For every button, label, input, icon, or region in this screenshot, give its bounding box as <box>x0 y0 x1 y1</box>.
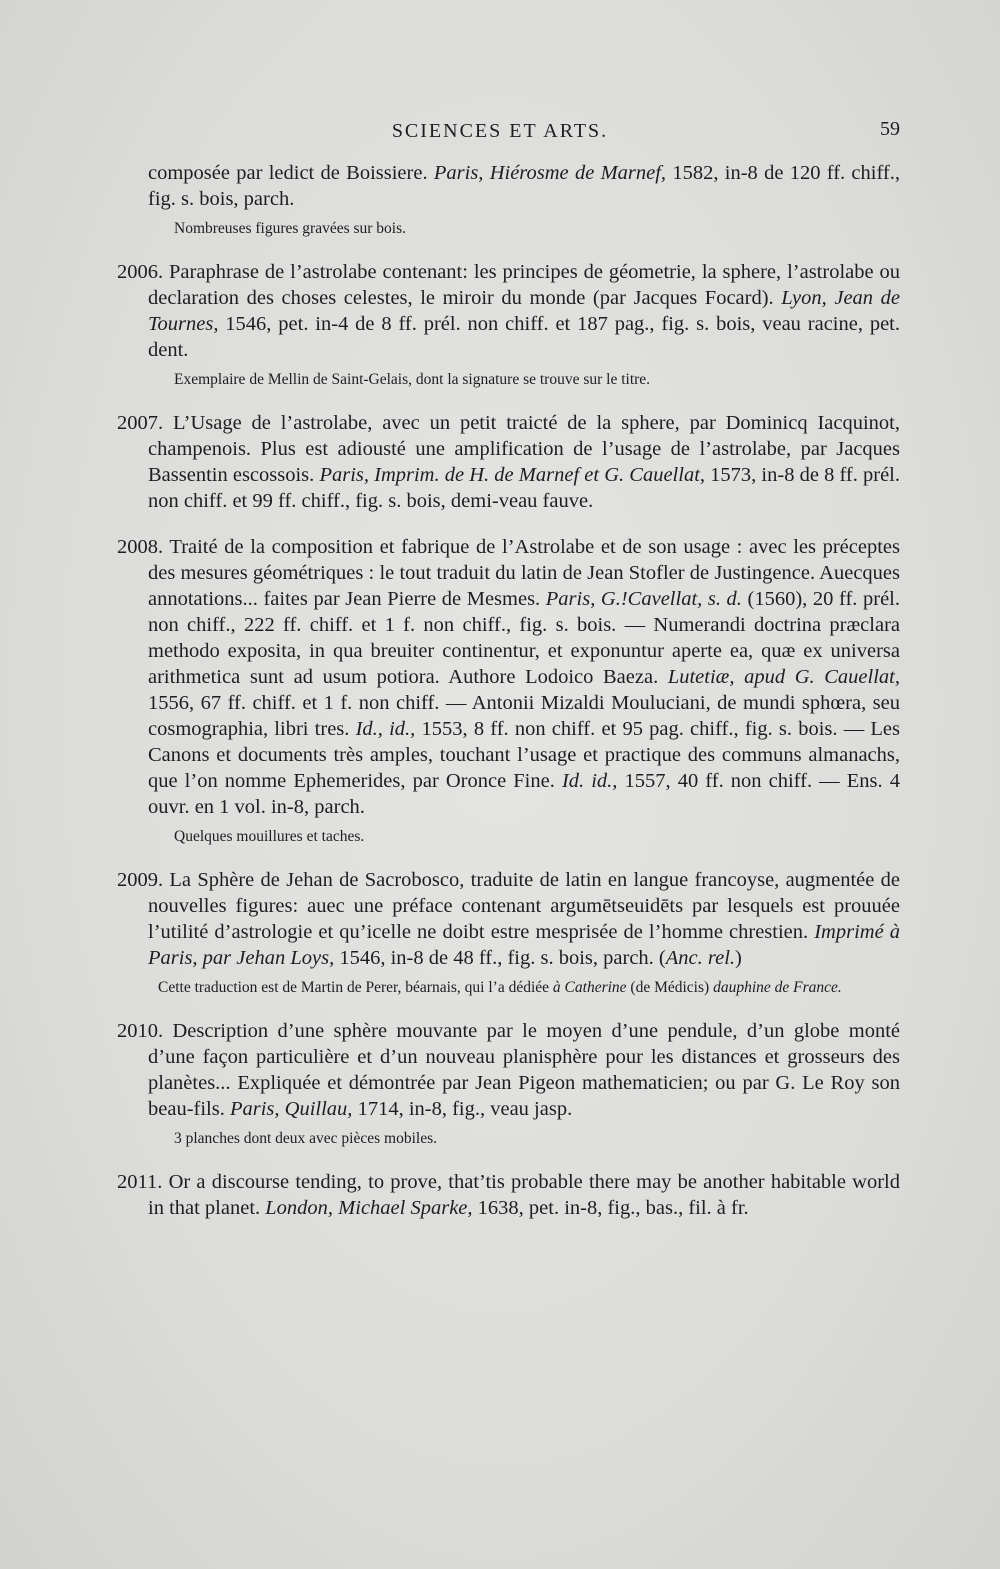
catalogue-body <box>117 160 901 1221</box>
imprint: Paris, G.!Cavellat, s. d. <box>545 588 742 610</box>
imprint: Paris, Quillau, <box>229 1098 353 1120</box>
page-number: 59 <box>880 118 900 140</box>
running-head <box>0 118 1000 148</box>
catalogue-entry-2006: 2006. Paraphrase de l’astrolabe contenant: les principes de géometrie, la sphere, l’astrolabe ou declaration des choses celestes, le miroir du monde (par Jacques Focard). Lyon, Jean de Tournes, 1546, pet. in-4 de 8 ff. prél. non chiff. et 187 pag., fig. s. bois, veau racine, pet. dent. <box>117 261 900 361</box>
entry-note: Nombreuses figures gravées sur bois. <box>174 220 407 237</box>
catalogue-entry-2008: 2008. Traité de la composition et fabrique de l’Astrolabe et de son usage : avec les préceptes des mesures géométriques : le tout traduit du latin de Jean Stofler de Justingence. Auecques annotations... faites par Jean Pierre de Mesmes. Paris, G.!Cavellat, s. d. (1560), 20 ff. prél. non chiff., 222 ff. chiff. et 1 f. non chiff., fig. s. bois. — Numerandi doctrina præclara methodo exposita, in qua breuiter continentur, et exponuntur aperte ea, quæ ex universa arithmetica sunt ad usum potiora. Authore Lodoico Baeza. Lutetiæ, apud G. Cauellat, 1556, 67 ff. chiff. et 1 f. non chiff. — Antonii Mizaldi Moulucianі, de mundi sphœra, seu cosmographia, libri tres. Id., id., 1553, 8 ff. non chiff. et 95 pag. chiff., fig. s. bois. — Les Canons et documents très amples, touchant l’usage et practique des communs almanachs, que l’on nomme Ephemerides, par Oronce Fine. Id. id., 1557, 40 ff. non chiff. — Ens. 4 ouvr. en 1 vol. in-8, parch. <box>117 536 900 818</box>
entry-note: 3 planches dont deux avec pièces mobiles. <box>174 1130 437 1147</box>
entry-number: 2009. <box>117 869 164 891</box>
binding-note: Anc. rel. <box>665 947 736 969</box>
catalogue-entry-2010: 2010. Description d’une sphère mouvante par le moyen d’une pendule, d’un globe monté d’une façon particulière et d’un nouveau planisphère pour les distances et grosseurs des planètes... Expliquée et démontrée par Jean Pigeon mathematicien; ou par G. Le Roy son beau-fils. Paris, Quillau, 1714, in-8, fig., veau jasp. <box>117 1020 900 1120</box>
catalogue-entry-2009: 2009. La Sphère de Jehan de Sacrobosco, traduite de latin en langue francoyse, augmentée de nouvelles figures: auec une préface contenant argumētseuidēts par lesquels est prouuée l’utilité d’astrologie et qu’icelle ne doibt estre mesprisée de l’homme chrestien. Imprimé à Paris, par Jehan Loys, 1546, in-8 de 48 ff., fig. s. bois, parch. (Anc. rel.) <box>117 869 900 969</box>
imprint: Lyon, Jean de Tournes, <box>148 287 900 335</box>
imprint: Paris, Hiérosme de Marnef, <box>433 162 667 184</box>
entry-number: 2010. <box>117 1020 164 1042</box>
imprint: Id. id., <box>561 770 618 792</box>
entry-continuation: composée par ledict de Boissiere. Paris, Hiérosme de Marnef, 1582, in-8 de 120 ff. chiff., fig. s. bois, parch. <box>148 162 901 210</box>
entry-note: Quelques mouillures et taches. <box>174 828 365 845</box>
entry-number: 2007. <box>117 412 164 434</box>
imprint: Id., id., <box>355 718 416 740</box>
imprint: London, Michael Sparke, <box>265 1197 473 1219</box>
imprint: Paris, Imprim. de H. de Marnef et G. Cauellat, <box>319 464 706 486</box>
entry-note: Exemplaire de Mellin de Saint-Gelais, dont la signature se trouve sur le titre. <box>174 371 651 388</box>
imprint: Lutetiæ, apud G. Cauellat, <box>667 666 900 688</box>
catalogue-entry-2007: 2007. L’Usage de l’astrolabe, avec un petit traicté de la sphere, par Dominicq Iacquinot, champenois. Plus est adiousté une amplification de l’usage de l’astrolabe, par Jacques Bassentin escossois. Paris, Imprim. de H. de Marnef et G. Cauellat, 1573, in-8 de 8 ff. prél. non chiff. et 99 ff. chiff., fig. s. bois, demi-veau fauve. <box>117 412 900 512</box>
catalogue-entry-2011: 2011. Or a discourse tending, to prove, that’tis probable there may be another habitable world in that planet. London, Michael Sparke, 1638, pet. in-8, fig., bas., fil. à fr. <box>117 1171 900 1219</box>
running-head-title: SCIENCES ET ARTS. <box>391 120 609 142</box>
entry-note: Cette traduction est de Martin de Perer, béarnais, qui l’a dédiée à Catherine (de Médicis) dauphine de France. <box>158 979 842 996</box>
imprint: Imprimé à Paris, par Jehan Loys, <box>148 921 900 969</box>
entry-number: 2011. <box>117 1171 163 1193</box>
entry-number: 2008. <box>117 536 164 558</box>
entry-number: 2006. <box>117 261 164 283</box>
